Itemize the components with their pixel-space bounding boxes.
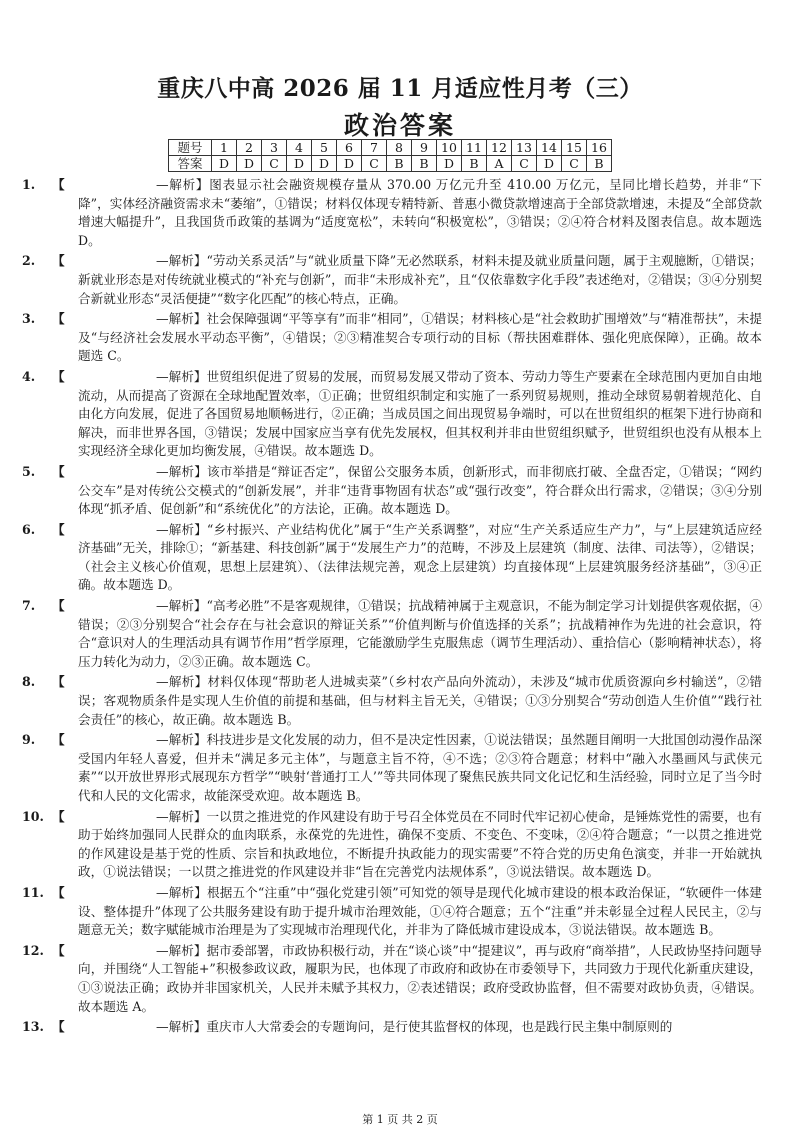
question-number: 5. [22,463,36,479]
answer-cell: C [512,156,537,172]
answer-cell: C [562,156,587,172]
explanation-item [22,176,762,250]
analysis-label: —解析】 [156,311,207,327]
explanation-item [22,731,762,805]
explanation-text: 重庆市人大常委会的专题询问，是行使其监督权的体现，也是践行民主集中制原则的 [206,1019,673,1035]
answer-cell: B [462,156,487,172]
explanation-item [22,808,762,882]
open-bracket: 【 [52,521,65,537]
explanation-item [22,1018,762,1037]
answer-cell: D [312,156,337,172]
question-number-cell: 15 [562,140,587,156]
answer-table-row-label: 题号 [169,140,212,156]
explanation-text: 材料仅体现“帮助老人进城卖菜”（乡村农产品向外流动），未涉及“城市优质资源向乡村输送”，②错误；客观物质条件是实现人生价值的前提和基础，但与材料主旨无关，④错误；①③分别契合“劳动创造人生价值”“践行社会责任”的核心，故正确。故本题选 B。 [78,674,763,727]
question-number-cell: 11 [462,140,487,156]
question-number-cell: 13 [512,140,537,156]
answer-cell: B [387,156,412,172]
question-number-cell: 10 [437,140,462,156]
answer-table-number-row [169,140,612,156]
open-bracket: 【 [52,942,65,958]
open-bracket: 【 [52,598,65,614]
open-bracket: 【 [52,311,65,327]
open-bracket: 【 [52,674,65,690]
analysis-label: —解析】 [156,1019,207,1035]
explanation-item [22,884,762,940]
explanation-item [22,463,762,519]
analysis-label: —解析】 [156,884,207,900]
explanation-item [22,597,762,671]
answer-cell: D [337,156,362,172]
analysis-label: —解析】 [156,808,207,824]
question-number: 4. [22,368,36,384]
open-bracket: 【 [52,884,65,900]
question-number: 1. [22,177,36,192]
open-bracket: 【 [52,177,65,192]
explanation-item [22,252,762,308]
answer-table-row-label: 答案 [169,156,212,172]
question-number: 13. [22,1019,44,1035]
explanation-item [22,310,762,366]
question-number-cell: 9 [412,140,437,156]
analysis-label: —解析】 [156,674,208,690]
open-bracket: 【 [52,1019,65,1035]
analysis-label: —解析】 [156,732,207,748]
answer-table-answer-row [169,156,612,172]
question-number-cell: 6 [337,140,362,156]
question-number-cell: 2 [237,140,262,156]
explanation-text: 一以贯之推进党的作风建设有助于号召全体党员在不同时代牢记初心使命，是锤炼党性的需要，也有助于始终加强同人民群众的血肉联系，永葆党的先进性，确保不变质、不变色、不变味，②④符合题意；“一以贯之推进党的作风建设是基于党的性质、宗旨和执政地位，不断提升执政能力的现实需要”不符合党的历史角色演变，并非一开始就执政，①说法错误；一以贯之推进党的作风建设并非“旨在完善党内法规体系”，③说法错误。故本题选 D。 [78,808,763,880]
answer-cell: C [262,156,287,172]
open-bracket: 【 [52,253,65,269]
answer-cell: A [487,156,512,172]
explanation-text: 该市举措是“辩证否定”，保留公交服务本质，创新形式，而非彻底打破、全盘否定，①错误；“网约公交车”是对传统公交模式的“创新发展”，并非“违背事物固有状态”或“强行改变”，符合群众出行需求，②错误；③④分别体现“抓矛盾、促创新”和“系统优化”的方法论，正确。故本题选 D。 [78,463,763,517]
answer-cell: D [287,156,312,172]
analysis-label: —解析】 [156,368,207,384]
question-number: 11. [22,884,44,900]
question-number-cell: 16 [587,140,612,156]
analysis-label: —解析】 [156,253,207,269]
question-number: 8. [22,674,36,690]
explanation-text: “劳动关系灵活”与“就业质量下降”无必然联系，材料未提及就业质量问题，属于主观臆断，①错误；新就业形态是对传统就业模式的“补充与创新”，而非“未形成补充”，且“仅依靠数字化手段”表述绝对，②错误；③④分别契合新就业形态“灵活便捷”“数字化匹配”的核心特点，正确。 [78,253,762,306]
explanation-text: 世贸组织促进了贸易的发展，而贸易发展又带动了资本、劳动力等生产要素在全球范围内更加自由地流动，从而提高了资源在全球地配置效率，①正确；世贸组织制定和实施了一系列贸易规则，推动全球贸易朝着规范化、自由化方向发展，促进了各国贸易地顺畅进行，②正确；当成员国之间出现贸易争端时，可以在世贸组织的框架下进行协商和解决，而非世界各国，③错误；发展中国家应当享有优先发展权，但其权利并非由世贸组织赋予，世贸组织也没有从根本上实现经济全球化更加均衡发展，④错误。故本题选 D。 [78,368,763,459]
question-number-cell: 8 [387,140,412,156]
open-bracket: 【 [52,368,65,384]
analysis-label: —解析】 [156,177,210,192]
answer-cell: D [237,156,262,172]
answer-cell: D [212,156,237,172]
question-number: 7. [22,598,36,614]
explanation-text: 科技进步是文化发展的动力，但不是决定性因素，①说法错误；虽然题目阐明一大批国创动漫作品深受国内年轻人喜爱，但并未“满足多元主体”，与题意主旨不符，④不选；②③符合题意；材料中“融入水墨画风与武侠元素”“以开放世界形式展现东方哲学”“映射‘普通打工人’”等共同体现了聚焦民族共同文化记忆和生活经验，同时立足了当今时代和人民的文化需求，故能深受欢迎。故本题选 B。 [78,732,763,803]
question-number-cell: 14 [537,140,562,156]
answer-cell: B [412,156,437,172]
explanation-item [22,942,762,1016]
question-number-cell: 12 [487,140,512,156]
open-bracket: 【 [52,808,65,824]
answer-cell: C [362,156,387,172]
question-number-cell: 1 [212,140,237,156]
explanation-text: 社会保障强调“平等享有”而非“相同”，①错误；材料核心是“社会救助扩围增效”与“精准帮扶”，未提及“与经济社会发展水平动态平衡”，④错误；②③精准契合专项行动的目标（帮扶困难群体、强化兜底保障），正确。故本题选 C。 [78,311,762,364]
question-number-cell: 5 [312,140,337,156]
analysis-label: —解析】 [156,598,207,614]
explanation-item [22,673,762,729]
open-bracket: 【 [52,732,65,748]
answer-cell: B [587,156,612,172]
explanation-text: 根据五个“注重”中“强化党建引领”可知党的领导是现代化城市建设的根本政治保证，“软硬件一体建设、整体提升”体现了公共服务建设有助于提升城市治理效能，①④符合题意；五个“注重”并未彰显全过程人民民主，②与题意无关；数字赋能城市治理是为了实现城市治理现代化，并非为了降低城市建设成本，③说法错误。故本题选 B。 [78,884,762,938]
explanation-text: 图表显示社会融资规模存量从 370.00 万亿元升至 410.00 万亿元，呈同比增长趋势，并非“下降”，实体经济融资需求未“萎缩”，①错误；材料仅体现专精特新、普惠小微贷款增速高于全部贷款增速，未提及“全部贷款增速大幅提升”，且我国货币政策的基调为“适度宽松”，未转向“积极宽松”，③错误；②④符合材料及图表信息。故本题选 D。 [78,177,762,248]
explanation-item [22,368,762,461]
answer-cell: D [437,156,462,172]
question-number: 6. [22,521,36,537]
question-number-cell: 7 [362,140,387,156]
answer-cell: D [537,156,562,172]
open-bracket: 【 [52,463,65,479]
question-number: 10. [22,808,44,824]
question-number-cell: 3 [262,140,287,156]
answer-table [168,139,612,172]
question-number: 2. [22,253,36,269]
explanation-text: 据市委部署，市政协积极行动，并在“谈心谈”中“提建议”，再与政府“商举措”，人民政协坚持问题导向，并围绕“人工智能+”积极参政议政，履职为民，也体现了市政府和政协在市委领导下，共同致力于现代化新重庆建设，①③说法正确；政协并非国家机关，人民并未赋予其权力，②表述错误；政府受政协监督，但不需要对政协负责，④错误。故本题选 A。 [78,942,763,1014]
explanation-text: “乡村振兴、产业结构优化”属于“生产关系调整”，对应“生产关系适应生产力”，与“上层建筑适应经济基础”无关，排除①；“新基建、科技创新”属于“发展生产力”的范畴，不涉及上层建筑（制度、法律、司法等），②错误；（社会主义核心价值观，思想上层建筑）、（法律法规完善，观念上层建筑）均直接体现“上层建筑服务经济基础”，③④正确。故本题选 D。 [78,521,762,593]
question-number: 12. [22,942,44,958]
explanation-item [22,521,762,595]
explanation-text: “高考必胜”不是客观规律，①错误；抗战精神属于主观意识，不能为制定学习计划提供客观依据，④错误；②③分别契合“社会存在与社会意识的辩证关系”“价值判断与价值选择的关系”；抗战精神作为先进的社会意识，符合“意识对人的生理活动具有调节作用”哲学原理，它能激励学生克服焦虑（调节生理活动）、重拾信心（影响精神状态），将压力转化为动力，②③正确。故本题选 C。 [78,598,762,669]
answer-explanations [22,176,762,1039]
question-number: 3. [22,311,36,327]
analysis-label: —解析】 [156,463,208,479]
exam-title: 重庆八中高 2026 届 11 月适应性月考（三） [157,75,643,102]
question-number-cell: 4 [287,140,312,156]
page-footer: 第 1 页 共 2 页 [362,1113,438,1126]
analysis-label: —解析】 [156,521,207,537]
question-number: 9. [22,732,36,748]
analysis-label: —解析】 [156,942,207,958]
exam-subtitle: 政治答案 [343,111,456,140]
